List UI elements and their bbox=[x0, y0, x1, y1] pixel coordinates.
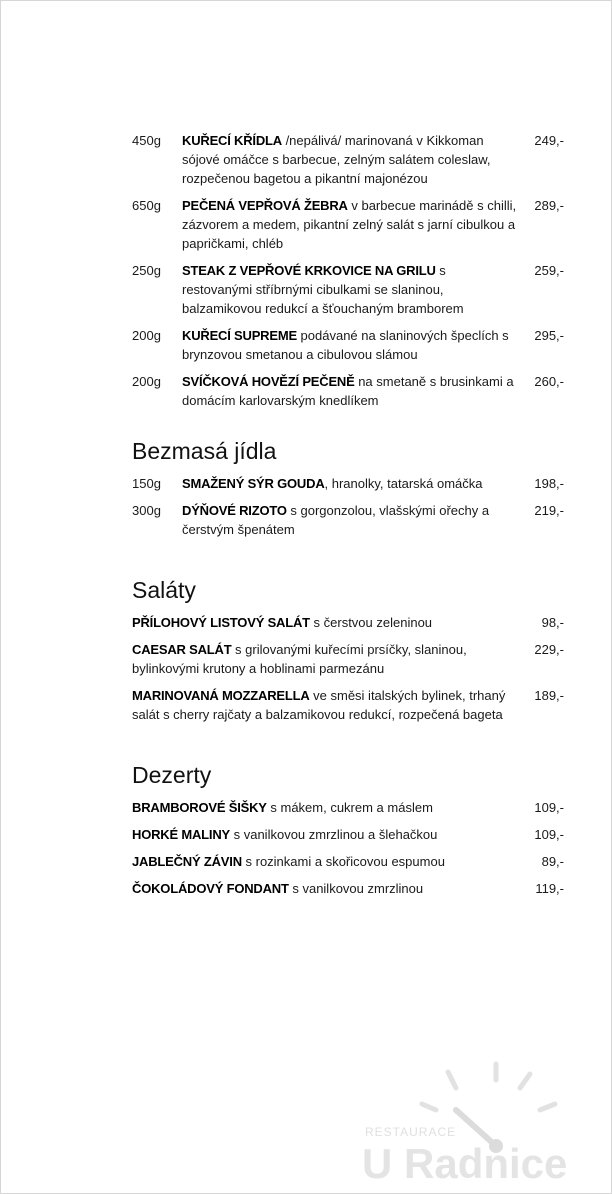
section-title: Bezmasá jídla bbox=[132, 438, 277, 464]
item-name: SMAŽENÝ SÝR GOUDA bbox=[182, 476, 325, 491]
item-description bbox=[182, 372, 534, 410]
item-price: 260,- bbox=[534, 374, 564, 389]
item-detail: s rozinkami a skořicovou espumou bbox=[241, 854, 445, 869]
item-price: 109,- bbox=[534, 800, 564, 815]
item-price: 109,- bbox=[534, 827, 564, 842]
item-detail: s čerstvou zeleninou bbox=[309, 615, 433, 630]
clock-ticks bbox=[422, 1064, 555, 1110]
item-name: MARINOVANÁ MOZZARELLA bbox=[132, 688, 310, 703]
item-name: KUŘECÍ KŘÍDLA bbox=[182, 133, 282, 148]
item-detail: s grilovanými kuřecími prsíčky, slaninou, bylinkovými krutony a hoblinami parmezánu bbox=[132, 642, 467, 676]
section-salads bbox=[132, 577, 564, 724]
item-weight: 250g bbox=[132, 263, 161, 278]
item-description bbox=[132, 798, 534, 817]
item-description bbox=[132, 613, 542, 632]
item-description bbox=[182, 326, 534, 364]
item-weight: 200g bbox=[132, 374, 161, 389]
item-price: 219,- bbox=[534, 503, 564, 518]
item-name: CAESAR SALÁT bbox=[132, 642, 232, 657]
menu-item bbox=[132, 326, 564, 364]
item-description bbox=[132, 879, 535, 898]
menu-item bbox=[132, 852, 564, 871]
menu-item bbox=[132, 196, 564, 253]
item-name: SVÍČKOVÁ HOVĚZÍ PEČENĚ bbox=[182, 374, 355, 389]
item-price: 119,- bbox=[535, 881, 564, 896]
item-description bbox=[182, 474, 534, 493]
item-name: HORKÉ MALINY bbox=[132, 827, 230, 842]
item-name: DÝŇOVÉ RIZOTO bbox=[182, 503, 287, 518]
item-detail: podávané na slaninových špeclích s brynzovou smetanou a cibulovou slámou bbox=[182, 328, 509, 362]
menu-item bbox=[132, 131, 564, 188]
menu-item bbox=[132, 474, 564, 493]
logo-top-text: RESTAURACE bbox=[365, 1125, 457, 1139]
item-description bbox=[182, 501, 534, 539]
item-name: ČOKOLÁDOVÝ FONDANT bbox=[132, 881, 289, 896]
item-weight: 150g bbox=[132, 476, 161, 491]
item-name: KUŘECÍ SUPREME bbox=[182, 328, 297, 343]
item-name: JABLEČNÝ ZÁVIN bbox=[132, 854, 242, 869]
item-description bbox=[182, 261, 534, 318]
item-detail: s mákem, cukrem a máslem bbox=[266, 800, 433, 815]
item-price: 89,- bbox=[541, 854, 564, 869]
item-name: STEAK Z VEPŘOVÉ KRKOVICE NA GRILU bbox=[182, 263, 436, 278]
item-detail: /nepálivá/ marinovaná v Kikkoman sójové omáčce s barbecue, zelným salátem coleslaw, rozpečenou bagetou a pikantní majonézou bbox=[182, 133, 491, 186]
item-price: 295,- bbox=[534, 328, 564, 343]
item-detail: s restovanými stříbrnými cibulkami se slaninou, balzamikovou redukcí a šťouchaným bramborem bbox=[182, 263, 464, 316]
item-detail: na smetaně s brusinkami a domácím karlovarským knedlíkem bbox=[182, 374, 514, 408]
section-desserts bbox=[132, 762, 564, 898]
menu-item bbox=[132, 613, 564, 632]
section-main-dishes bbox=[132, 131, 564, 410]
item-description bbox=[132, 686, 534, 724]
item-detail: s vanilkovou zmrzlinou bbox=[288, 881, 424, 896]
item-detail: s vanilkovou zmrzlinou a šlehačkou bbox=[230, 827, 438, 842]
item-weight: 300g bbox=[132, 503, 161, 518]
menu-item bbox=[132, 372, 564, 410]
item-price: 229,- bbox=[534, 642, 564, 657]
item-price: 198,- bbox=[534, 476, 564, 491]
menu-item bbox=[132, 501, 564, 539]
item-price: 289,- bbox=[534, 198, 564, 213]
section-title: Saláty bbox=[132, 577, 196, 603]
item-price: 189,- bbox=[534, 688, 564, 703]
logo-main-text: U Radnice bbox=[362, 1140, 568, 1187]
item-weight: 450g bbox=[132, 133, 161, 148]
item-price: 249,- bbox=[534, 133, 564, 148]
menu-item bbox=[132, 640, 564, 678]
item-detail: v barbecue marinádě s chilli, zázvorem a medem, pikantní zelný salát s jarní cibulkou a papričkami, chléb bbox=[182, 198, 517, 251]
item-description bbox=[132, 640, 534, 678]
item-detail: ve směsi italských bylinek, trhaný salát s cherry rajčaty a balzamikovou redukcí, rozpečená bageta bbox=[132, 688, 506, 722]
menu-content bbox=[132, 131, 564, 906]
item-detail: s gorgonzolou, vlašskými ořechy a čerstvým špenátem bbox=[182, 503, 490, 537]
section-title: Dezerty bbox=[132, 762, 212, 788]
item-name: BRAMBOROVÉ ŠIŠKY bbox=[132, 800, 267, 815]
item-detail: , hranolky, tatarská omáčka bbox=[324, 476, 483, 491]
restaurant-logo bbox=[360, 1060, 580, 1190]
item-weight: 200g bbox=[132, 328, 161, 343]
item-description bbox=[132, 852, 542, 871]
section-vegetarian bbox=[132, 438, 564, 539]
menu-item bbox=[132, 798, 564, 817]
menu-item bbox=[132, 261, 564, 318]
item-name: PEČENÁ VEPŘOVÁ ŽEBRA bbox=[182, 198, 348, 213]
item-price: 98,- bbox=[541, 615, 564, 630]
item-price: 259,- bbox=[534, 263, 564, 278]
item-description bbox=[182, 131, 534, 188]
item-weight: 650g bbox=[132, 198, 161, 213]
item-description bbox=[182, 196, 534, 253]
menu-item bbox=[132, 686, 564, 724]
item-description bbox=[132, 825, 534, 844]
menu-item bbox=[132, 825, 564, 844]
menu-item bbox=[132, 879, 564, 898]
item-name: PŘÍLOHOVÝ LISTOVÝ SALÁT bbox=[132, 615, 310, 630]
